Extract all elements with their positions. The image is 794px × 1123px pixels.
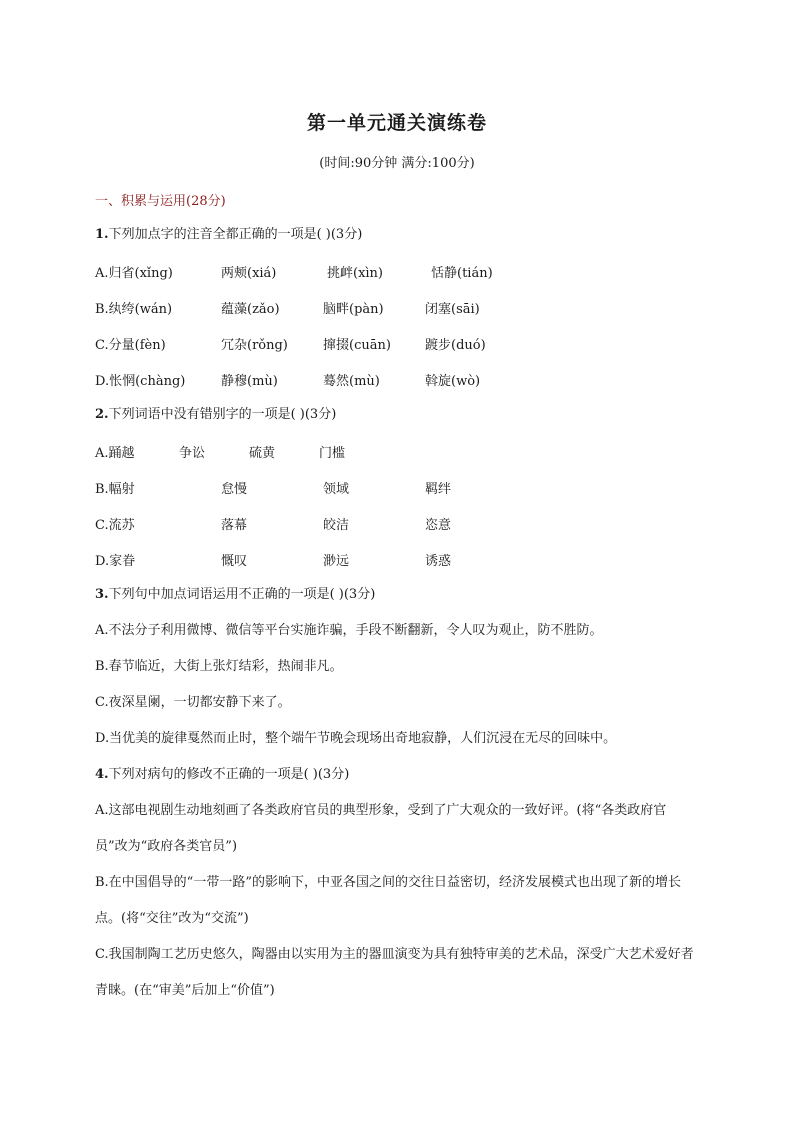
- q1-b-4: 闭塞(sāi): [425, 302, 480, 317]
- q1-b-3: 脑畔(pàn): [323, 302, 384, 317]
- exam-info: (时间:90分钟 满分:100分): [319, 156, 475, 171]
- q4-option-a: A.这部电视剧生动地刻画了各类政府官员的典型形象，受到了广大观众的一致好评。(将“各类政府官员”改为“政府各类官员”): [95, 803, 667, 854]
- q2-d-4: 诱惑: [425, 554, 452, 569]
- q1-d-2: 静穆(mù): [221, 374, 278, 389]
- q2-c-3: 皎洁: [323, 518, 350, 533]
- q2-c-1: C.流苏: [95, 518, 135, 533]
- q2-option-d: [95, 550, 715, 568]
- q1-c-4: 踱步(duó): [425, 338, 486, 353]
- q1-option-b: [95, 298, 715, 316]
- q1-c-2: 冗杂(rǒng): [221, 338, 288, 353]
- q2-option-a: [95, 442, 715, 460]
- question-3-stem: [95, 586, 375, 604]
- q2-b-4: 羁绊: [425, 482, 452, 497]
- q2-a-1: A.踊越: [95, 446, 135, 461]
- q3-option-b: B.春节临近，大街上张灯结彩，热闹非凡。: [95, 659, 343, 674]
- q1-b-1: B.纨绔(wán): [95, 302, 173, 317]
- q1-d-3: 蓦然(mù): [323, 374, 380, 389]
- question-number: 2.: [95, 407, 109, 422]
- q2-c-4: 恣意: [425, 518, 452, 533]
- question-4-stem: [95, 766, 349, 784]
- q1-c-3: 撺掇(cuān): [323, 338, 391, 353]
- q2-b-3: 领域: [323, 482, 350, 497]
- q1-b-2: 蕴藻(zǎo): [221, 302, 280, 317]
- q1-c-1: C.分量(fèn): [95, 338, 166, 353]
- page-title: 第一单元通关演练卷: [306, 112, 487, 134]
- section-heading: 一、积累与运用(28分): [95, 194, 226, 209]
- q1-a-1: A.归省(xǐng): [95, 266, 173, 281]
- q2-d-3: 渺远: [323, 554, 350, 569]
- question-text: 下列句中加点词语运用不正确的一项是( )(3分): [108, 587, 376, 602]
- q3-option-a: A.不法分子利用微博、微信等平台实施诈骗，手段不断翻新，令人叹为观止，防不胜防。: [95, 623, 603, 638]
- question-1-stem: [95, 226, 362, 244]
- q2-a-2: 争讼: [179, 446, 206, 461]
- q2-a-3: 硫黄: [249, 446, 276, 461]
- q1-option-c: [95, 334, 715, 352]
- q1-d-4: 斡旋(wò): [425, 374, 481, 389]
- q2-option-c: [95, 514, 715, 532]
- q1-a-2: 两颊(xiá): [221, 266, 277, 281]
- q2-b-1: B.幅射: [95, 482, 135, 497]
- question-number: 1.: [95, 227, 109, 242]
- q3-option-d: D.当优美的旋律戛然而止时，整个端午节晚会现场出奇地寂静，人们沉浸在无尽的回味中。: [95, 731, 617, 746]
- q2-d-2: 慨叹: [221, 554, 248, 569]
- q1-a-3: 挑衅(xìn): [327, 266, 384, 281]
- q2-b-2: 怠慢: [221, 482, 248, 497]
- question-text: 下列对病句的修改不正确的一项是( )(3分): [108, 767, 350, 782]
- question-2-stem: [95, 406, 336, 424]
- q1-a-4: 恬静(tián): [431, 266, 493, 281]
- question-text: 下列词语中没有错别字的一项是( )(3分): [108, 407, 337, 422]
- q4-option-c: C.我国制陶工艺历史悠久，陶器由以实用为主的器皿演变为具有独特审美的艺术品，深受广大艺术爱好者青睐。(在“审美”后加上“价值”): [95, 947, 694, 998]
- q1-option-d: [95, 370, 715, 388]
- q2-a-4: 门槛: [319, 446, 346, 461]
- q2-d-1: D.家眷: [95, 554, 136, 569]
- q1-option-a: [95, 262, 715, 280]
- q1-d-1: D.怅惘(chàng): [95, 374, 186, 389]
- q3-option-c: C.夜深星阑，一切都安静下来了。: [95, 695, 291, 710]
- question-text: 下列加点字的注音全都正确的一项是( )(3分): [108, 227, 363, 242]
- q4-option-b: B.在中国倡导的“一带一路”的影响下，中亚各国之间的交往日益密切，经济发展模式也出现了新的增长点。(将“交往”改为“交流”): [95, 875, 681, 926]
- q2-c-2: 落幕: [221, 518, 248, 533]
- question-number: 4.: [95, 767, 109, 782]
- question-number: 3.: [95, 587, 109, 602]
- q2-option-b: [95, 478, 715, 496]
